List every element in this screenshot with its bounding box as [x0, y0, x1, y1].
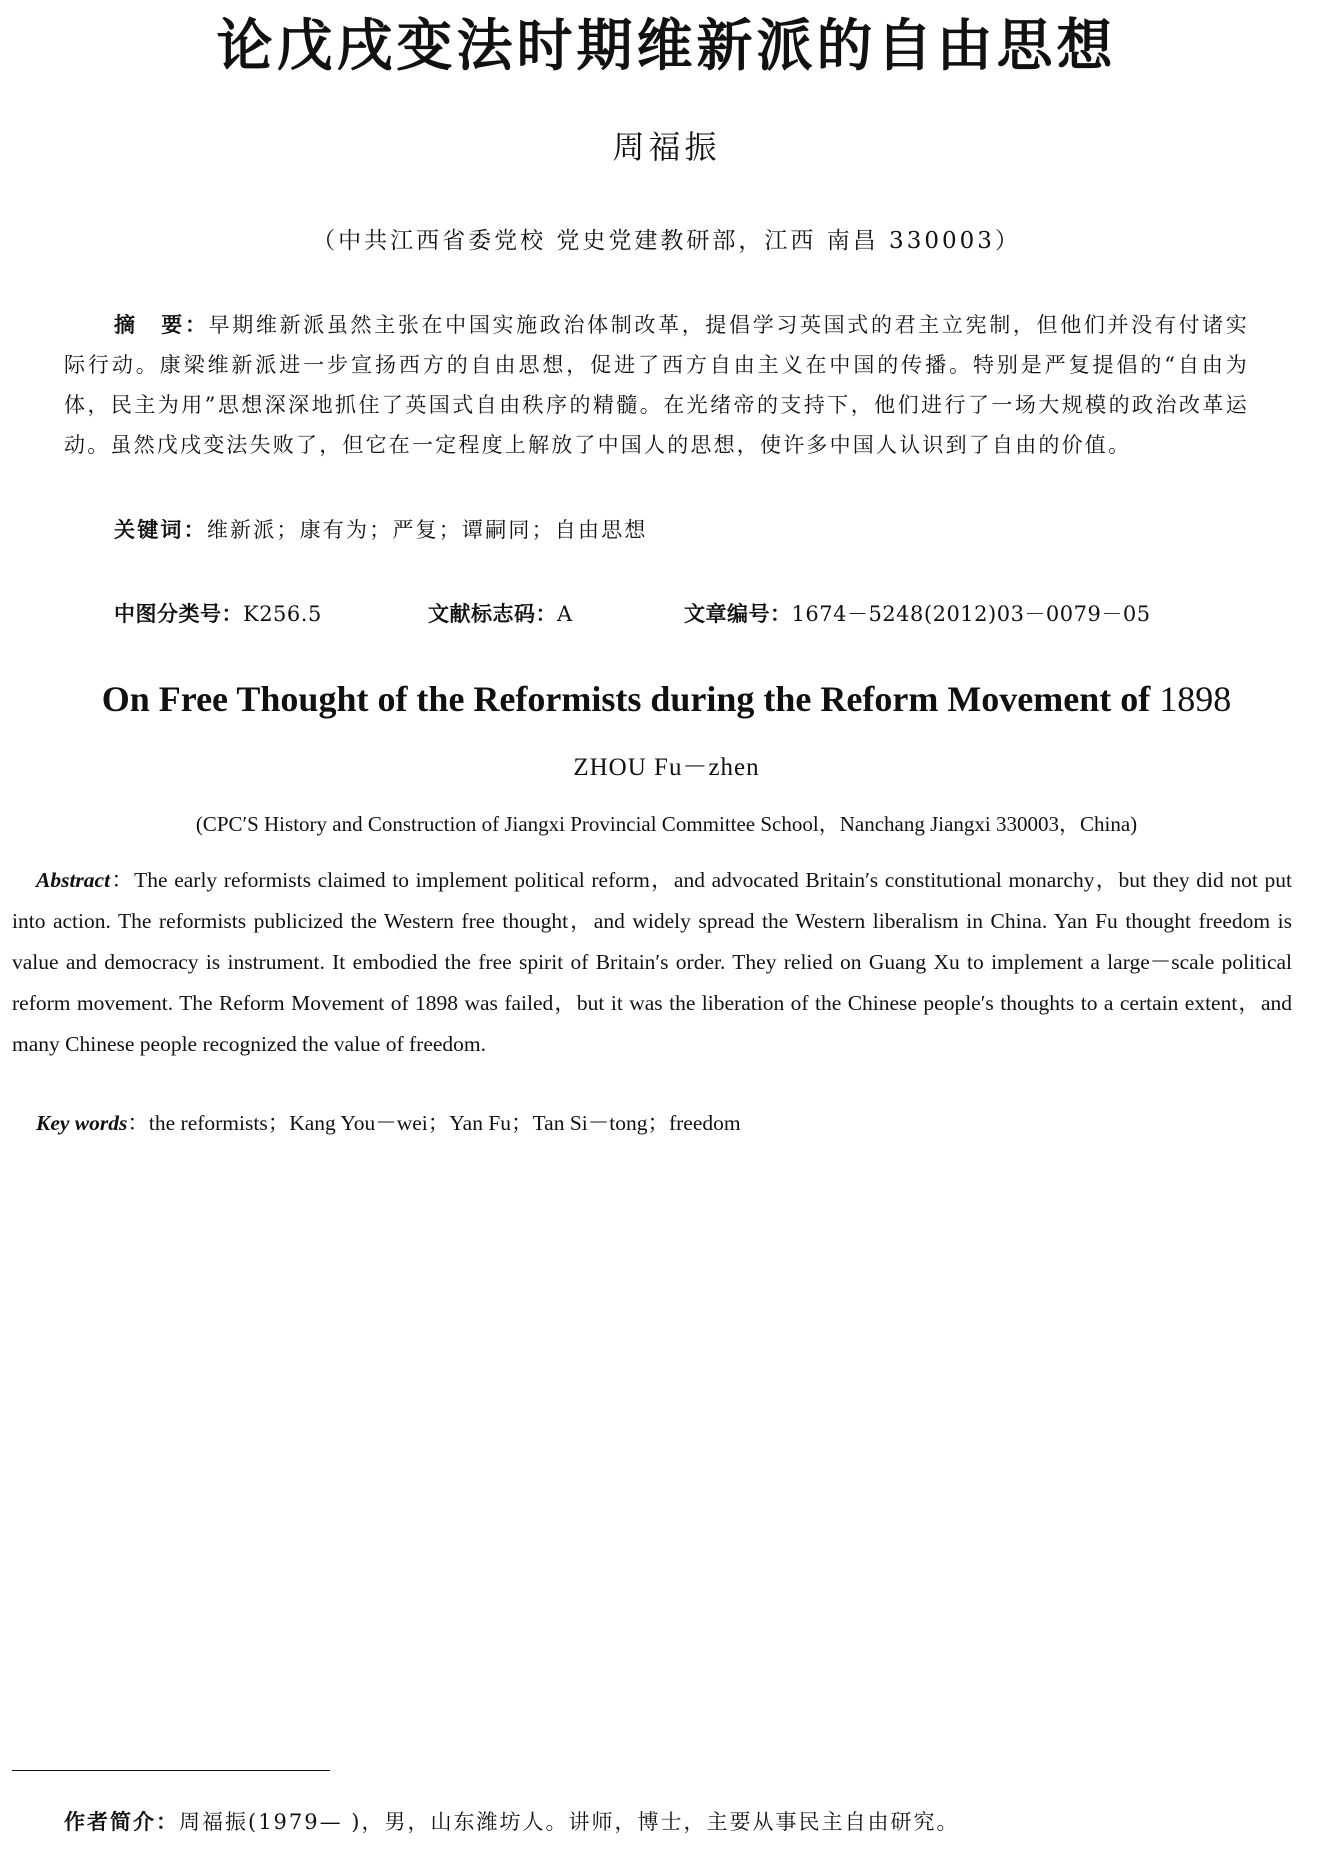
- article-number: [684, 598, 1151, 628]
- clc-value: K256.5: [243, 602, 322, 626]
- chinese-title: 论戊戌变法时期维新派的自由思想: [216, 13, 1117, 79]
- clc-number: [114, 598, 322, 628]
- chinese-author: 周福振: [612, 128, 721, 166]
- chinese-affiliation: （中共江西省委党校 党史党建教研部，江西 南昌 330003）: [312, 228, 1021, 254]
- english-keywords-sep: ：: [127, 1111, 149, 1135]
- english-title-text: On Free Thought of the Reformists during the Reform Movement of: [101, 679, 1151, 719]
- author-footnote: [64, 1806, 960, 1836]
- english-title-year: 1898: [1159, 679, 1232, 719]
- english-abstract-sep: ：: [110, 868, 135, 892]
- chinese-abstract: [64, 305, 1249, 465]
- document-code-value: A: [557, 602, 573, 626]
- english-keywords-text: the reformists；Kang You－wei；Yan Fu；Tan Si－tong；freedom: [148, 1111, 741, 1135]
- chinese-abstract-text: 早期维新派虽然主张在中国实施政治体制改革，提倡学习英国式的君主立宪制，但他们并没有付诸实际行动。康梁维新派进一步宣扬西方的自由思想，促进了西方自由主义在中国的传播。特别是严复提倡的“自由为体，民主为用”思想深深地抓住了英国式自由秩序的精髓。在光绪帝的支持下，他们进行了一场大规模的政治改革运动。虽然戊戌变法失败了，但它在一定程度上解放了中国人的思想，使许多中国人认识到了自由的价值。: [64, 313, 1249, 457]
- chinese-keywords-label: 关键词：: [114, 518, 207, 542]
- english-abstract-text: The early reformists claimed to implement political reform，and advocated Britain′s constitutional monarchy，but they did not put into action. The reformists publicized the Western free thought，and widely spread the Western liberalism in China. Yan Fu thought freedom is value and democracy is instrument. It embodied the free spirit of Britain′s order. They relied on Guang Xu to implement a large－scale political reform movement. The Reform Movement of 1898 was failed，but it was the liberation of the Chinese people′s thoughts to a certain extent，and many Chinese people recognized the value of freedom.: [12, 868, 1292, 1056]
- document-code-label: 文献标志码：: [428, 602, 557, 626]
- english-abstract: [12, 860, 1292, 1065]
- english-affiliation: (CPC′S History and Construction of Jiangxi Provincial Committee School，Nanchang Jiangxi 330003，China): [195, 812, 1138, 836]
- chinese-keywords: [114, 514, 648, 544]
- article-number-label: 文章编号：: [684, 602, 792, 626]
- author-footnote-label: 作者简介：: [64, 1810, 179, 1834]
- english-keywords-label: Key words: [36, 1111, 128, 1135]
- document-code: [428, 598, 573, 628]
- author-footnote-text: 周福振(1979— )，男，山东潍坊人。讲师，博士，主要从事民主自由研究。: [179, 1810, 960, 1834]
- clc-label: 中图分类号：: [114, 602, 243, 626]
- chinese-abstract-label: 摘 要：: [114, 313, 209, 337]
- footnote-divider: [12, 1770, 330, 1771]
- english-abstract-label: Abstract: [36, 868, 111, 892]
- chinese-keywords-text: 维新派；康有为；严复；谭嗣同；自由思想: [206, 518, 648, 542]
- english-author: ZHOU Fu－zhen: [573, 754, 760, 781]
- english-keywords: [36, 1106, 741, 1137]
- english-title: [0, 678, 1333, 720]
- article-number-value: 1674－5248(2012)03－0079－05: [791, 602, 1151, 626]
